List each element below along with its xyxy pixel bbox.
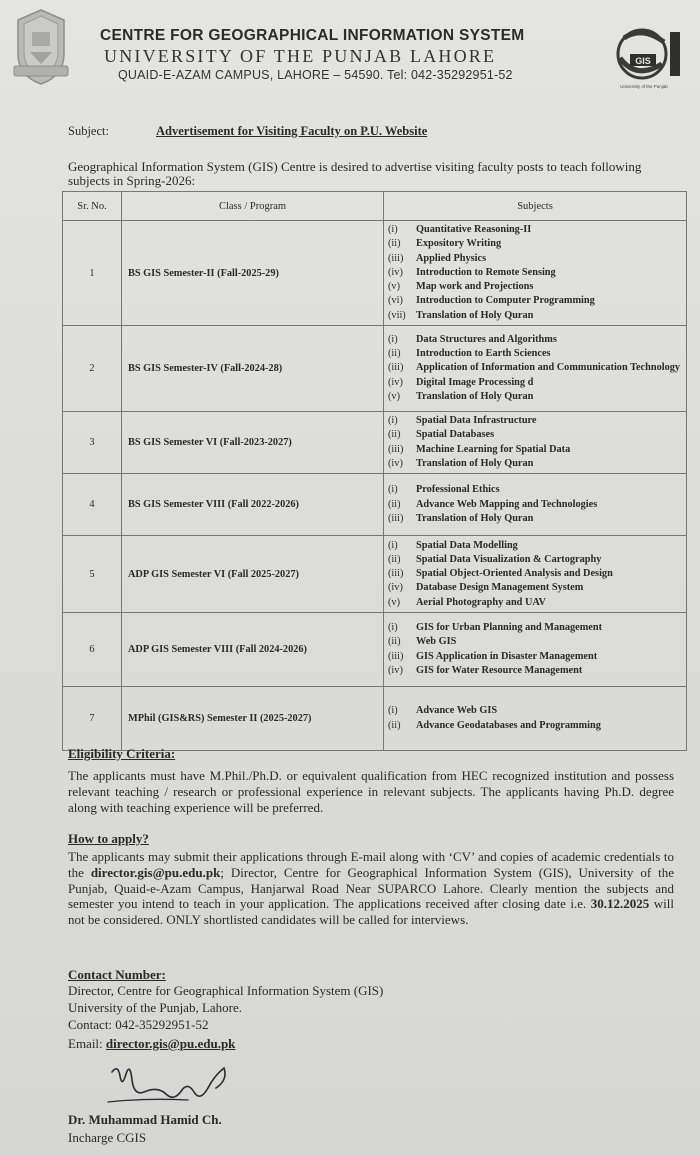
intro-paragraph: Geographical Information System (GIS) Centre is desired to advertise visiting faculty posts to teach following subjects in Spring-2026:	[68, 159, 642, 188]
eligibility-heading: Eligibility Criteria:	[68, 746, 176, 761]
letterhead	[0, 0, 700, 110]
signatory-name: Dr. Muhammad Hamid Ch.	[68, 1112, 222, 1127]
subject-number: (i)	[388, 539, 398, 551]
subject-text: GIS for Urban Planning and Management	[416, 622, 603, 634]
row-sr-no: 6	[63, 613, 122, 687]
contact-email-link[interactable]: director.gis@pu.edu.pk	[105, 1036, 236, 1051]
subject-text: Translation of Holy Quran	[416, 457, 534, 469]
subject-text: Expository Writing	[416, 238, 502, 250]
subject-item	[388, 414, 684, 428]
contact-heading: Contact Number:	[68, 967, 166, 982]
table-row	[63, 536, 687, 613]
subject-item	[388, 443, 684, 457]
row-class-program: ADP GIS Semester VI (Fall 2025-2027)	[122, 536, 384, 613]
row-sr-no: 5	[63, 536, 122, 613]
subject-text: Spatial Databases	[416, 429, 495, 441]
subject-item	[388, 390, 684, 404]
subject-text: Introduction to Earth Sciences	[416, 348, 551, 360]
subject-number: (i)	[388, 333, 398, 345]
subject-number: (iv)	[388, 457, 403, 469]
subject-number: (iii)	[388, 443, 404, 455]
row-subjects	[384, 412, 687, 474]
subject-text: Professional Ethics	[416, 484, 500, 496]
subject-text: Spatial Data Modelling	[416, 539, 518, 551]
subject-number: (v)	[388, 281, 401, 293]
row-sr-no: 3	[63, 412, 122, 474]
subject-number: (iv)	[388, 582, 403, 594]
subject-text: GIS Application in Disaster Management	[416, 650, 598, 662]
subject-item	[388, 428, 684, 442]
apply-text-part-1: The applicants may submit their applications through E-mail along with ‘CV’ and copies of academic credentials to the	[68, 849, 674, 880]
gis-logo-icon	[606, 24, 684, 92]
gis-logo-text: GIS	[635, 56, 651, 66]
subject-text: Translation of Holy Quran	[416, 391, 534, 403]
subject-item	[388, 266, 684, 280]
subject-text: Machine Learning for Spatial Data	[416, 443, 571, 455]
subject-number: (vii)	[388, 309, 406, 321]
subject-number: (iv)	[388, 665, 403, 677]
subject-number: (i)	[388, 224, 398, 235]
subject-number: (v)	[388, 391, 401, 403]
subject-text: Digital Image Processing d	[416, 376, 534, 388]
row-class-program: MPhil (GIS&RS) Semester II (2025-2027)	[122, 687, 384, 751]
row-subjects	[384, 613, 687, 687]
subject-item	[388, 361, 684, 375]
contact-line-3: Contact: 042-35292951-52	[68, 1017, 209, 1032]
row-subjects	[384, 536, 687, 613]
subject-text: Introduction to Remote Sensing	[416, 266, 556, 278]
subject-number: (iii)	[388, 650, 404, 662]
row-subjects	[384, 474, 687, 536]
subject-item	[388, 309, 684, 323]
subject-item	[388, 280, 684, 294]
table-row	[63, 474, 687, 536]
eligibility-text: The applicants must have M.Phil./Ph.D. or equivalent qualification from HEC recognized institution and possess relevant teaching / research or professional experience in relevant subjects. The applicants having Ph.D. degree along with teaching experience will be preferred.	[68, 768, 674, 815]
contact-email-line	[68, 1036, 235, 1052]
subject-text: Introduction to Computer Programming	[416, 295, 595, 307]
table-row	[63, 326, 687, 412]
subject-item	[388, 704, 684, 718]
subject-number: (ii)	[388, 429, 401, 441]
subject-text: GIS for Water Resource Management	[416, 665, 583, 677]
header-class-program: Class / Program	[122, 192, 384, 221]
row-class-program: BS GIS Semester VIII (Fall 2022-2026)	[122, 474, 384, 536]
subject-item	[388, 376, 684, 390]
table-row	[63, 412, 687, 474]
row-subjects	[384, 221, 687, 326]
subject-item	[388, 621, 684, 635]
subject-item	[388, 223, 684, 237]
header-sr-no: Sr. No.	[63, 192, 122, 221]
contact-line-1: Director, Centre for Geographical Information System (GIS)	[68, 983, 384, 998]
subject-item	[388, 581, 684, 595]
subject-item	[388, 237, 684, 251]
table-header-row	[63, 192, 687, 221]
row-class-program: BS GIS Semester VI (Fall-2023-2027)	[122, 412, 384, 474]
gis-logo-caption: University of the Punjab	[620, 84, 668, 89]
subject-number: (v)	[388, 596, 401, 608]
university-name: UNIVERSITY OF THE PUNJAB LAHORE	[104, 46, 497, 66]
subject-number: (ii)	[388, 636, 401, 648]
row-subjects	[384, 326, 687, 412]
table-row	[63, 221, 687, 326]
row-class-program: BS GIS Semester-IV (Fall-2024-28)	[122, 326, 384, 412]
subject-text: Application of Information and Communication Technology	[416, 362, 681, 374]
subject-text: Spatial Data Infrastructure	[416, 415, 537, 427]
subject-text: Database Design Management System	[416, 582, 584, 594]
subject-text: Aerial Photography and UAV	[416, 596, 546, 608]
subject-number: (ii)	[388, 238, 401, 250]
apply-text-part-3: will not be considered. ONLY shortlisted candidates will be called for interviews.	[68, 896, 674, 928]
row-class-program: ADP GIS Semester VIII (Fall 2024-2026)	[122, 613, 384, 687]
subject-number: (iii)	[388, 512, 404, 524]
subject-text: Spatial Data Visualization & Cartography	[416, 553, 602, 565]
subject-item	[388, 498, 684, 512]
subject-number: (iii)	[388, 362, 404, 374]
subject-number: (iv)	[388, 376, 403, 388]
subject-number: (iii)	[388, 568, 404, 580]
subject-item	[388, 512, 684, 526]
handwritten-signature-icon	[104, 1058, 234, 1114]
subject-number: (ii)	[388, 498, 401, 510]
subject-text: Spatial Object-Oriented Analysis and Design	[416, 568, 613, 580]
subject-text: Advance Web Mapping and Technologies	[416, 498, 598, 510]
how-to-apply-heading: How to apply?	[68, 831, 149, 846]
subject-item	[388, 457, 684, 471]
table-row	[63, 613, 687, 687]
subject-text: Quantitative Reasoning-II	[416, 224, 532, 235]
subject-item	[388, 596, 684, 610]
row-sr-no: 2	[63, 326, 122, 412]
row-subjects	[384, 687, 687, 751]
subject-number: (i)	[388, 484, 398, 496]
subject-item	[388, 483, 684, 497]
subject-text: Map work and Projections	[416, 281, 534, 293]
row-sr-no: 7	[63, 687, 122, 751]
subject-item	[388, 347, 684, 361]
subject-text: Translation of Holy Quran	[416, 512, 534, 524]
university-crest-icon	[10, 6, 72, 88]
apply-email[interactable]: director.gis@pu.edu.pk	[90, 864, 221, 880]
subject-number: (ii)	[388, 348, 401, 360]
header-subjects: Subjects	[384, 192, 687, 221]
apply-text-part-2: ; Director, Centre for Geographical Information System (GIS), University of the Punjab, Quaid-e-Azam Campus, Hanjarwal Road Near SUPARCO Lahore. Clearly mention the subjects and semester you intend to teach in your application. The applications received after closing date i.e.	[68, 864, 674, 912]
subject-label: Subject:	[68, 124, 109, 138]
subject-item	[388, 664, 684, 678]
subject-item	[388, 553, 684, 567]
signatory-title: Incharge CGIS	[68, 1130, 147, 1145]
org-title: CENTRE FOR GEOGRAPHICAL INFORMATION SYSTEM	[100, 27, 525, 44]
subject-text: Advance Geodatabases and Programming	[416, 719, 601, 731]
table-row	[63, 687, 687, 751]
closing-date: 30.12.2025	[590, 896, 650, 912]
contact-email-label: Email:	[68, 1036, 106, 1051]
subject-text: Data Structures and Algorithms	[416, 333, 557, 345]
subject-item	[388, 252, 684, 266]
row-class-program: BS GIS Semester-II (Fall-2025-29)	[122, 221, 384, 326]
subject-item	[388, 539, 684, 553]
subject-text: Applied Physics	[416, 252, 487, 264]
subject-line	[68, 124, 427, 139]
subject-item	[388, 650, 684, 664]
subject-number: (i)	[388, 705, 398, 717]
subject-text: Advance Web GIS	[416, 705, 498, 717]
subject-text: Web GIS	[416, 636, 457, 648]
subject-item	[388, 719, 684, 733]
subject-number: (ii)	[388, 553, 401, 565]
subject-number: (i)	[388, 415, 398, 427]
how-to-apply-text	[68, 849, 674, 928]
subject-number: (vi)	[388, 295, 403, 307]
address-line: QUAID-E-AZAM CAMPUS, LAHORE – 54590. Tel: 042-35292951-52	[118, 68, 513, 82]
table-body	[63, 221, 687, 751]
subject-item	[388, 333, 684, 347]
subject-number: (i)	[388, 622, 398, 634]
subject-value: Advertisement for Visiting Faculty on P.U. Website	[156, 124, 428, 138]
subject-number: (ii)	[388, 719, 401, 731]
subject-number: (iii)	[388, 252, 404, 264]
subject-item	[388, 294, 684, 308]
subject-item	[388, 567, 684, 581]
subjects-table	[62, 191, 687, 751]
contact-line-2: University of the Punjab, Lahore.	[68, 1000, 243, 1015]
row-sr-no: 1	[63, 221, 122, 326]
subject-item	[388, 635, 684, 649]
subject-number: (iv)	[388, 266, 403, 278]
row-sr-no: 4	[63, 474, 122, 536]
subject-text: Translation of Holy Quran	[416, 309, 534, 321]
